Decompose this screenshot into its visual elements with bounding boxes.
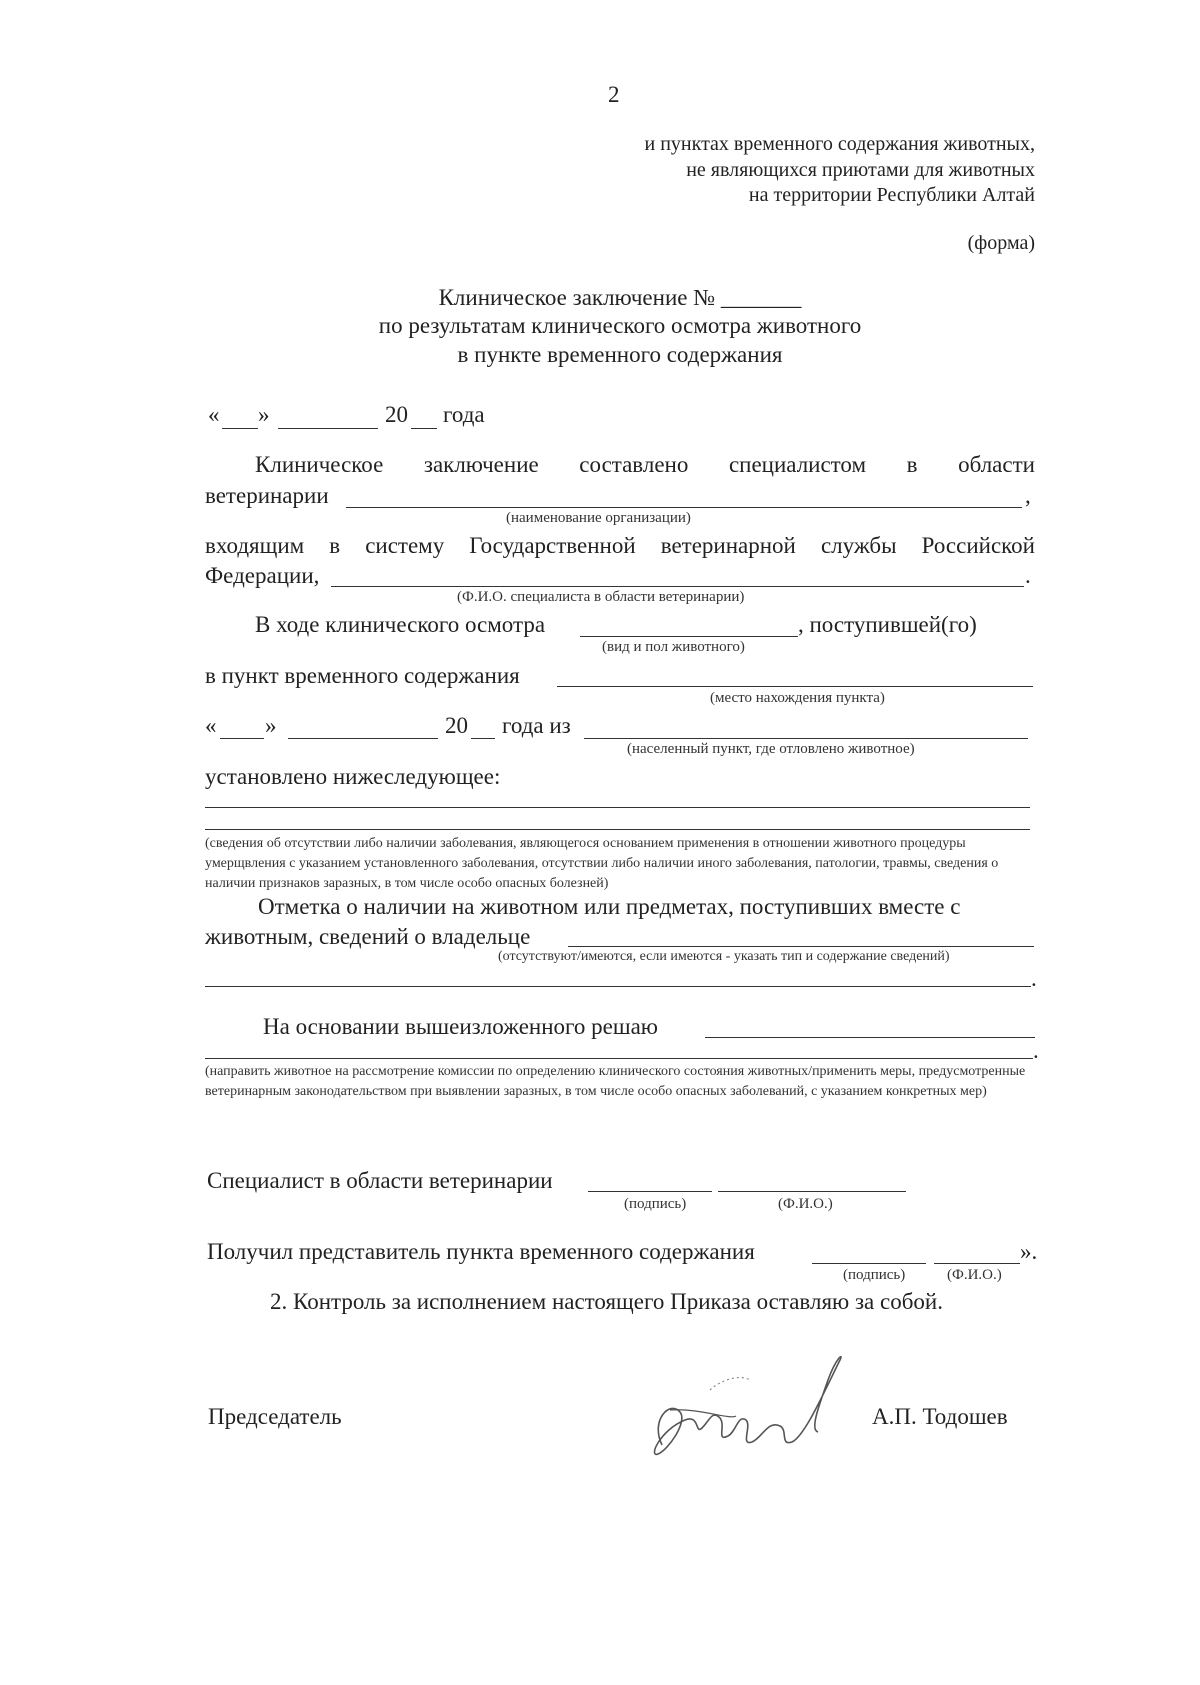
para1-word-2: заключение	[423, 452, 539, 477]
received-end: ».	[1020, 1239, 1038, 1264]
para1-line4-prefix: Федерации,	[205, 563, 320, 588]
date-day-blank	[222, 428, 258, 429]
para2-line2-prefix: в пункт временного содержания	[205, 663, 520, 688]
caption-name: (Ф.И.О.)	[778, 1196, 833, 1212]
location-blank	[557, 686, 1033, 687]
para2-prefix: В ходе клинического осмотра	[255, 612, 546, 637]
date2-open-quote: «	[205, 713, 217, 738]
header-line-3: на территории Республики Алтай	[748, 184, 1035, 206]
date2-year-blank	[471, 738, 495, 739]
para3-line1: Отметка о наличии на животном или предметах, поступивших вместе с	[258, 894, 961, 919]
received-signature-blank	[812, 1263, 926, 1264]
title-line-3: в пункте временного содержания	[457, 342, 783, 367]
established-label: установлено нижеследующее:	[205, 764, 501, 789]
caption-signature-2: (подпись)	[843, 1267, 906, 1283]
caption-location: (место нахождения пункта)	[710, 690, 885, 706]
para3-line2-prefix: животным, сведений о владельце	[205, 924, 531, 949]
chairman-name: А.П. Тодошев	[872, 1404, 1008, 1429]
page-number: 2	[608, 82, 620, 107]
para1-word-3: составлено	[579, 452, 689, 477]
caption-specialist-name: (Ф.И.О. специалиста в области ветеринарии)	[457, 589, 745, 605]
caption-settlement: (населенный пункт, где отловлено животное)	[627, 741, 915, 757]
caption-signature: (подпись)	[624, 1196, 687, 1212]
header-line-2: не являющихся приютами для животных	[686, 159, 1035, 181]
received-label: Получил представитель пункта временного содержания	[207, 1239, 755, 1264]
date2-month-blank	[288, 738, 438, 739]
para4-prefix: На основании вышеизложенного решаю	[263, 1014, 658, 1039]
caption-animal-type: (вид и пол животного)	[602, 639, 745, 655]
para4-line2-end: .	[1033, 1038, 1039, 1063]
date-year-blank	[411, 428, 437, 429]
animal-type-blank	[580, 636, 798, 637]
para1-line2-end: ,	[1025, 483, 1031, 508]
details-blank-2	[205, 829, 1030, 830]
caption-owner-info: (отсутствуют/имеются, если имеются - указать тип и содержание сведений)	[498, 949, 950, 964]
date-year-prefix: 20	[385, 402, 408, 427]
specialist-label: Специалист в области ветеринарии	[207, 1168, 553, 1193]
owner-info-blank	[568, 946, 1034, 947]
para1-line4-end: .	[1025, 563, 1031, 588]
caption-organization: (наименование организации)	[506, 510, 691, 526]
para3-line3-end: .	[1031, 966, 1037, 991]
specialist-name-blank-2	[718, 1191, 906, 1192]
settlement-blank	[584, 738, 1028, 739]
chairman-label: Председатель	[208, 1404, 342, 1429]
para1-word-1: Клиническое	[255, 452, 384, 477]
para1-word-6: области	[958, 452, 1035, 477]
caption-name-2: (Ф.И.О.)	[947, 1267, 1002, 1283]
title-line-2: по результатам клинического осмотра животного	[378, 313, 862, 338]
details-blank-1	[205, 807, 1030, 808]
owner-info-blank-2	[205, 986, 1031, 987]
received-name-blank	[934, 1263, 1020, 1264]
date2-year: 20	[445, 713, 468, 738]
date-open-quote: «	[208, 402, 220, 427]
caption-decision: (направить животное на рассмотрение комиссии по определению клинического состояния животных/применить меры, предусмотренные ветеринарным законодательством при выявлении заразных, в том числе особо опасных заболеваний, с указанием конкретных мер)	[205, 1064, 1026, 1099]
para1-line3: входящим в систему Государственной ветеринарной службы Российской	[205, 533, 1035, 558]
caption-details: (сведения об отсутствии либо наличии заболевания, являющегося основанием применения в отношении животного процедуры умерщвления с указанием установленного заболевания, отсутствии либо наличии иного заболевания, патологии, травмы, сведения о наличии признаков заразных, в том числе особо опасных болезней)	[205, 836, 999, 891]
date-year-suffix: года	[443, 402, 485, 427]
para1-word-5: в	[906, 452, 918, 477]
date-close-quote: »	[258, 402, 270, 427]
specialist-signature-blank	[588, 1191, 712, 1192]
para1-word-4: специалистом	[728, 452, 867, 477]
para1-line2-prefix: ветеринарии	[205, 483, 329, 508]
date2-year-suffix: года из	[502, 713, 571, 738]
decision-blank	[705, 1037, 1035, 1038]
form-label: (форма)	[967, 232, 1035, 254]
specialist-name-blank	[331, 586, 1024, 587]
item-2-text: 2. Контроль за исполнением настоящего Приказа оставляю за собой.	[270, 1289, 943, 1314]
para2-suffix: , поступившей(го)	[798, 612, 977, 637]
header-line-1: и пунктах временного содержания животных,	[644, 133, 1035, 155]
handwritten-signature	[640, 1350, 870, 1465]
date2-day-blank	[220, 738, 264, 739]
date2-close-quote: »	[265, 713, 277, 738]
organization-blank	[346, 507, 1022, 508]
title-line-1: Клиническое заключение № _______	[438, 285, 802, 310]
decision-blank-2	[205, 1058, 1033, 1059]
date-month-blank	[278, 428, 378, 429]
para1-line1	[255, 452, 1035, 478]
